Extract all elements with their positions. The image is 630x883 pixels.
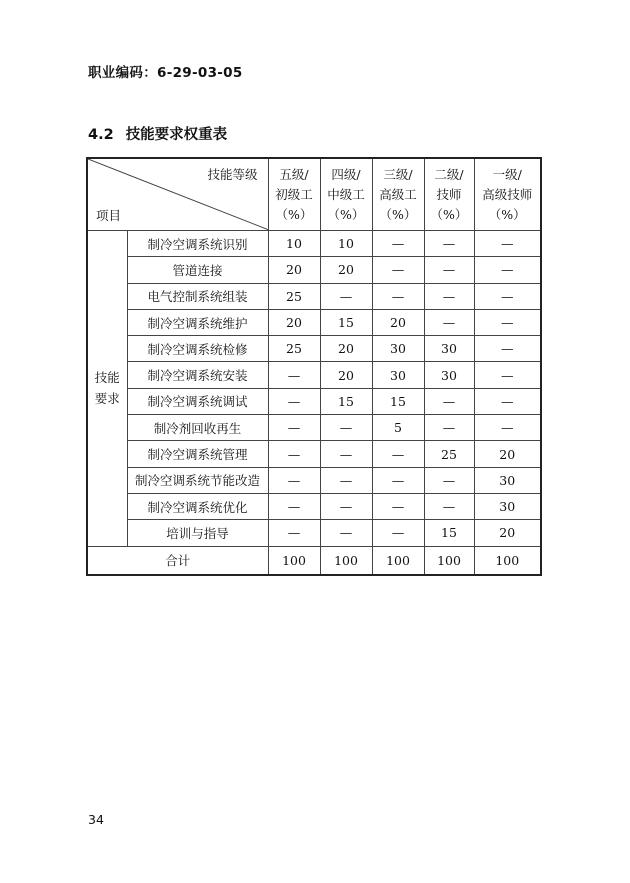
table-row [87,362,541,388]
skill-item-cell: 制冷空调系统管理 [127,441,268,467]
weight-value-cell: — [372,283,424,309]
skill-item-cell: 制冷空调系统检修 [127,336,268,362]
weight-value-cell: 30 [474,467,541,493]
weight-value-cell: 20 [320,257,372,283]
weight-value-cell: — [268,493,320,519]
weight-value-cell: — [268,520,320,546]
weight-value-cell: — [320,520,372,546]
weight-value-cell: — [424,493,474,519]
weight-value-cell: — [320,283,372,309]
weight-value-cell: — [372,231,424,257]
weight-value-cell: 10 [268,231,320,257]
weight-value-cell: — [424,467,474,493]
table-header-row [87,158,541,231]
table-row [87,388,541,414]
table-row [87,257,541,283]
skill-item-cell: 制冷空调系统优化 [127,493,268,519]
table-row [87,467,541,493]
weight-value-cell: — [474,336,541,362]
weight-value-cell: — [424,415,474,441]
skill-item-cell: 制冷空调系统识别 [127,231,268,257]
weight-value-cell: 20 [474,520,541,546]
weight-value-cell: — [424,309,474,335]
weight-value-cell: — [320,415,372,441]
weight-value-cell: 15 [424,520,474,546]
weight-value-cell: — [474,257,541,283]
weight-value-cell: 20 [320,362,372,388]
weight-value-cell: — [320,493,372,519]
level-header-1: 一级/ 高级技师 （%） [474,158,541,231]
level-header-5: 五级/ 初级工 （%） [268,158,320,231]
table-row [87,336,541,362]
level-header-4: 四级/ 中级工 （%） [320,158,372,231]
page-number: 34 [88,812,104,827]
weight-value-cell: 20 [320,336,372,362]
table-row [87,520,541,546]
table-row [87,231,541,257]
weight-value-cell: — [474,388,541,414]
skill-item-cell: 培训与指导 [127,520,268,546]
corner-header-cell [87,158,268,231]
corner-label-item: 项目 [96,208,122,223]
total-row [87,546,541,575]
table-row [87,441,541,467]
table-row [87,283,541,309]
table-row [87,493,541,519]
skill-item-cell: 制冷空调系统节能改造 [127,467,268,493]
table-row [87,309,541,335]
weight-value-cell: 30 [372,362,424,388]
total-label-cell: 合计 [87,546,268,575]
skill-weight-table [86,157,542,576]
skill-item-cell: 制冷剂回收再生 [127,415,268,441]
section-number: 4.2 [88,127,114,143]
weight-value-cell: — [268,388,320,414]
weight-value-cell: — [372,520,424,546]
weight-value-cell: 15 [372,388,424,414]
weight-value-cell: — [268,441,320,467]
section-title: 技能要求权重表 [125,127,228,143]
skill-item-cell: 制冷空调系统安装 [127,362,268,388]
skill-item-cell: 电气控制系统组装 [127,283,268,309]
skill-item-cell: 管道连接 [127,257,268,283]
weight-value-cell: — [320,441,372,467]
total-value-cell: 100 [424,546,474,575]
weight-value-cell: 25 [268,283,320,309]
total-value-cell: 100 [372,546,424,575]
weight-value-cell: 30 [474,493,541,519]
weight-value-cell: — [474,309,541,335]
section-heading [88,123,227,144]
weight-value-cell: 25 [268,336,320,362]
weight-value-cell: — [424,257,474,283]
weight-value-cell: 30 [372,336,424,362]
weight-value-cell: — [268,467,320,493]
weight-value-cell: — [372,493,424,519]
weight-value-cell: — [372,441,424,467]
weight-value-cell: — [424,388,474,414]
level-header-3: 三级/ 高级工 （%） [372,158,424,231]
weight-value-cell: — [424,283,474,309]
skill-item-cell: 制冷空调系统调试 [127,388,268,414]
weight-value-cell: 30 [424,362,474,388]
corner-label-level: 技能等级 [207,167,258,182]
group-label-cell: 技能 要求 [87,231,127,547]
weight-value-cell: — [474,283,541,309]
weight-value-cell: — [424,231,474,257]
weight-value-cell: 5 [372,415,424,441]
weight-value-cell: — [372,467,424,493]
weight-value-cell: 20 [268,309,320,335]
weight-value-cell: 20 [372,309,424,335]
total-value-cell: 100 [474,546,541,575]
weight-value-cell: 15 [320,309,372,335]
weight-value-cell: 25 [424,441,474,467]
weight-value-cell: 10 [320,231,372,257]
job-code: 职业编码：6-29-03-05 [88,65,243,81]
weight-value-cell: — [474,362,541,388]
weight-value-cell: — [320,467,372,493]
skill-item-cell: 制冷空调系统维护 [127,309,268,335]
weight-value-cell: — [372,257,424,283]
total-value-cell: 100 [320,546,372,575]
weight-value-cell: — [474,231,541,257]
weight-value-cell: — [268,415,320,441]
weight-value-cell: 15 [320,388,372,414]
weight-value-cell: — [268,362,320,388]
weight-value-cell: — [474,415,541,441]
weight-value-cell: 20 [474,441,541,467]
total-value-cell: 100 [268,546,320,575]
table-row [87,415,541,441]
weight-value-cell: 20 [268,257,320,283]
weight-value-cell: 30 [424,336,474,362]
level-header-2: 二级/ 技师 （%） [424,158,474,231]
